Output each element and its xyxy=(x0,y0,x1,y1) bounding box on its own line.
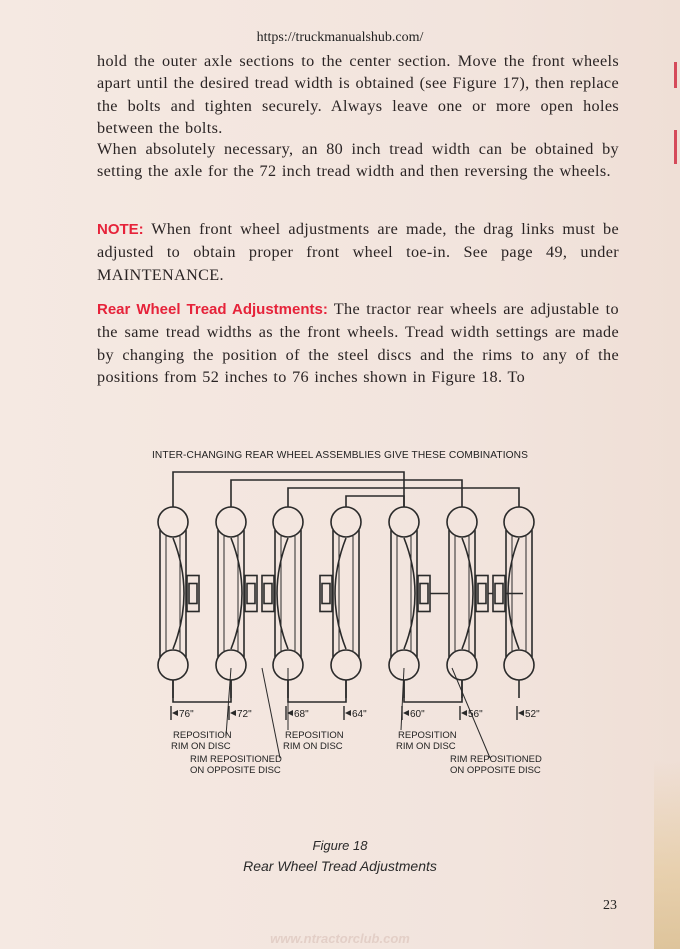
note-label: NOTE: xyxy=(97,221,144,238)
tread-labels xyxy=(171,706,540,720)
edge-mark xyxy=(674,62,677,88)
callout-label: REPOSITION xyxy=(173,730,232,741)
arrow-icon xyxy=(172,710,178,716)
rear-wheel-text: The tractor rear wheels are adjustable to the same tread widths as the front wheels. Tread width settings are made by changing the position of the steel discs and the rims to any of the positions from 52 inches to 76 inches shown in Figure 18. To xyxy=(97,300,619,386)
tread-label: 60" xyxy=(410,709,425,720)
rear-wheel-label: Rear Wheel Tread Adjustments: xyxy=(97,301,328,318)
callout-label: REPOSITION xyxy=(285,730,344,741)
tread-label: 68" xyxy=(294,709,309,720)
callout-label: RIM REPOSITIONED xyxy=(190,754,282,765)
wheel-assembly xyxy=(262,507,303,698)
callout-label: RIM ON DISC xyxy=(396,741,456,752)
paragraph-text: When absolutely necessary, an 80 inch tread width can be obtained by setting the axle for the 72 inch tread width and then reversing the wheels. xyxy=(97,140,619,181)
tread-label: 76" xyxy=(179,709,194,720)
callout-label: RIM ON DISC xyxy=(283,741,343,752)
paragraph-axle xyxy=(97,50,619,139)
callout-labels xyxy=(171,668,542,776)
arrow-icon xyxy=(230,710,236,716)
paragraph-rear-wheel xyxy=(97,298,619,388)
arrow-icon xyxy=(345,710,351,716)
tread-label: 56" xyxy=(468,709,483,720)
note-text: When front wheel adjustments are made, the drag links must be adjusted to obtain proper front wheel toe-in. See page 49, under MAINTENANCE. xyxy=(97,220,619,284)
tread-label: 72" xyxy=(237,709,252,720)
wheel-assembly xyxy=(158,507,199,698)
tread-label: 52" xyxy=(525,709,540,720)
tread-label: 64" xyxy=(352,709,367,720)
paragraph-80-inch xyxy=(97,138,619,183)
bracket-line xyxy=(404,680,462,702)
wheel-assembly xyxy=(389,507,448,698)
wheel-assembly xyxy=(320,507,361,698)
arrow-icon xyxy=(403,710,409,716)
source-url[interactable]: https://truckmanualshub.com/ xyxy=(256,30,424,45)
arrow-icon xyxy=(461,710,467,716)
callout-leader xyxy=(262,668,280,758)
callout-leader xyxy=(452,668,490,758)
paragraph-note xyxy=(97,218,619,286)
figure-number: Figure 18 xyxy=(312,838,368,853)
paragraph-text: hold the outer axle sections to the center section. Move the front wheels apart until the desired tread width is obtained (see Figure 17), then replace the bolts and tighten securely. Always leave one or more open holes between the bolts. xyxy=(97,52,619,137)
figure-title: Rear Wheel Tread Adjustments xyxy=(243,858,437,874)
watermark: www.ntractorclub.com xyxy=(270,931,410,946)
bracket-line xyxy=(346,496,404,507)
edge-stain xyxy=(654,760,680,949)
edge-mark xyxy=(674,130,677,164)
callout-label: ON OPPOSITE DISC xyxy=(190,765,281,776)
connector-brackets xyxy=(173,472,519,702)
wheel-assemblies xyxy=(158,507,534,698)
callout-label: RIM ON DISC xyxy=(171,741,231,752)
callout-label: RIM REPOSITIONED xyxy=(450,754,542,765)
wheel-assembly xyxy=(216,507,257,698)
bracket-line xyxy=(288,680,346,702)
bracket-line xyxy=(173,680,231,702)
arrow-icon xyxy=(518,710,524,716)
page-number: 23 xyxy=(603,898,617,913)
wheel-assembly xyxy=(493,507,534,698)
wheel-assembly-diagram xyxy=(130,470,570,785)
figure-heading: INTER-CHANGING REAR WHEEL ASSEMBLIES GIVE THESE COMBINATIONS xyxy=(151,450,529,461)
callout-label: REPOSITION xyxy=(398,730,457,741)
callout-label: ON OPPOSITE DISC xyxy=(450,765,541,776)
